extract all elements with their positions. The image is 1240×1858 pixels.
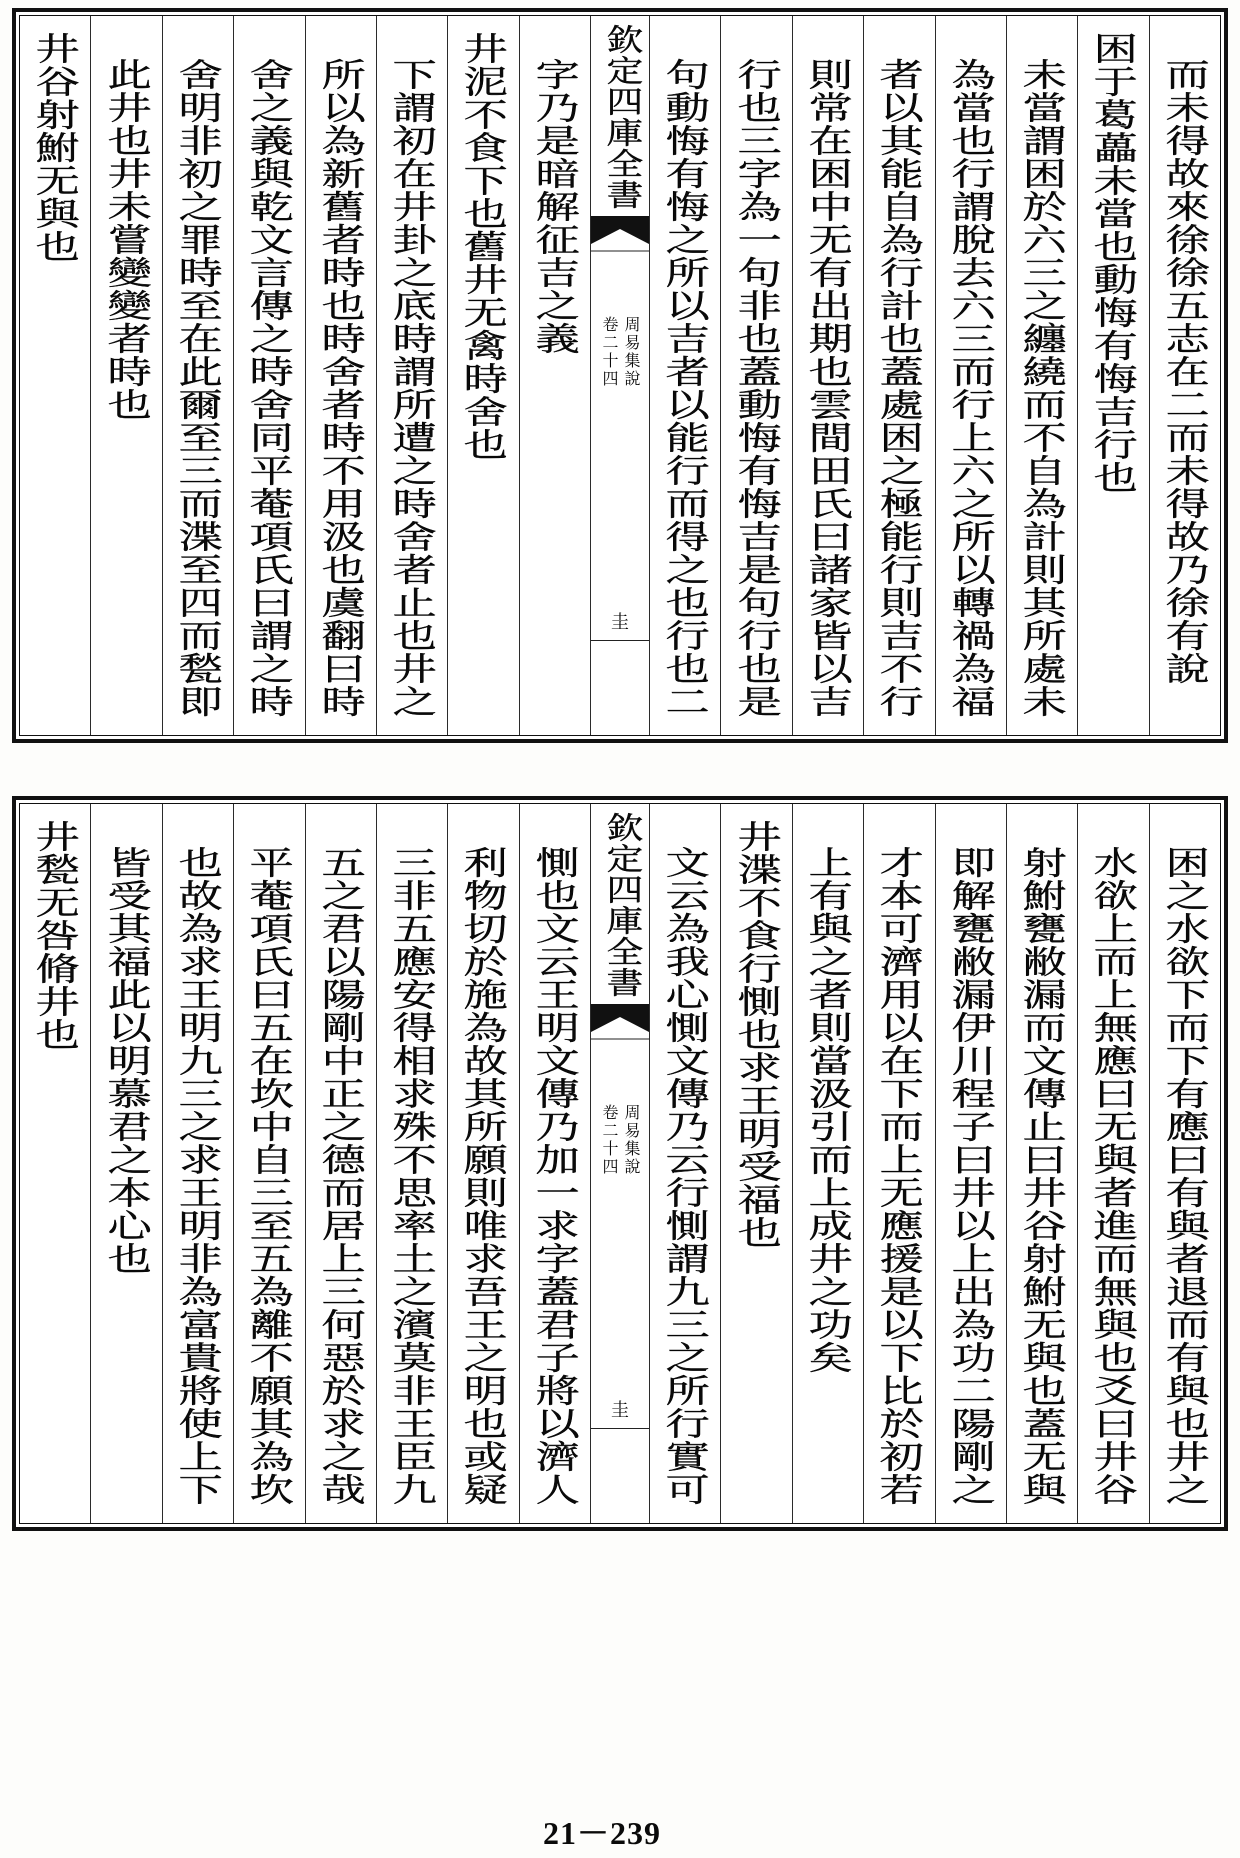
commentary-text: 而未得故來徐徐五志在二而未得故乃徐有說 xyxy=(1158,58,1212,685)
lower-text-block xyxy=(19,803,1221,1524)
text-column xyxy=(863,16,934,735)
leaf-number: 圭 xyxy=(591,612,649,641)
page-number: 21－239 xyxy=(542,1815,661,1851)
text-column xyxy=(1006,804,1077,1523)
text-column xyxy=(233,804,304,1523)
text-column xyxy=(447,16,518,735)
text-column xyxy=(649,804,720,1523)
text-column xyxy=(376,804,447,1523)
commentary-text: 舍之義與乾文言傳之時舍同平菴項氏曰謂之時 xyxy=(243,58,296,718)
commentary-text: 平菴項氏曰五在坎中自三至五為離不願其為坎 xyxy=(243,846,296,1506)
leaf-number: 圭 xyxy=(591,1400,649,1429)
commentary-text: 才本可濟用以在下而上无應援是以下比於初若 xyxy=(873,846,926,1506)
book-title: 周易集說 xyxy=(622,316,641,388)
commentary-text: 為當也行謂脫去六三而行上六之所以轉禍為福 xyxy=(944,58,997,718)
fishtail-ornament-icon xyxy=(591,1004,649,1044)
text-column xyxy=(20,804,90,1523)
commentary-text: 射鮒甕敝漏而文傳止曰井谷射鮒无與也蓋无與 xyxy=(1015,846,1069,1506)
upper-text-block xyxy=(19,15,1221,736)
commentary-text: 未當謂困於六三之纏繞而不自為計則其所處未 xyxy=(1015,58,1069,718)
collection-title: 欽定四庫全書 xyxy=(599,812,642,998)
text-column xyxy=(792,16,863,735)
commentary-text: 則常在困中无有出期也雲間田氏曰諸家皆以吉 xyxy=(801,58,855,718)
collection-title: 欽定四庫全書 xyxy=(599,24,642,210)
text-column xyxy=(1077,16,1148,735)
fold-collection-title xyxy=(591,24,649,210)
classic-text: 井谷射鮒无與也 xyxy=(28,32,82,263)
juan-number: 卷二十四 xyxy=(600,316,619,388)
center-fold xyxy=(590,804,649,1523)
commentary-text: 皆受其福此以明慕君之本心也 xyxy=(100,846,153,1275)
text-column xyxy=(233,16,304,735)
text-column xyxy=(1149,16,1220,735)
text-column xyxy=(376,16,447,735)
fold-book-info xyxy=(591,316,649,388)
upper-half-page xyxy=(12,8,1228,743)
classic-text: 井甃无咎脩井也 xyxy=(28,820,82,1051)
commentary-text: 困之水欲下而下有應曰有與者退而有與也井之 xyxy=(1158,846,1212,1506)
text-column xyxy=(519,16,590,735)
fold-collection-title xyxy=(591,812,649,998)
text-column xyxy=(305,804,376,1523)
text-column xyxy=(1077,804,1148,1523)
commentary-text: 句動悔有悔之所以吉者以能行而得之也行也二 xyxy=(658,58,712,718)
commentary-text: 上有與之者則當汲引而上成井之功矣 xyxy=(801,846,855,1374)
fishtail-ornament-icon xyxy=(591,216,649,256)
text-column xyxy=(162,804,233,1523)
book-title: 周易集說 xyxy=(622,1104,641,1176)
juan-number: 卷二十四 xyxy=(600,1104,619,1176)
text-column xyxy=(720,16,791,735)
text-column xyxy=(1006,16,1077,735)
text-column xyxy=(519,804,590,1523)
classic-text: 井渫不食行惻也求王明受福也 xyxy=(730,820,783,1249)
text-column xyxy=(720,804,791,1523)
commentary-text: 所以為新舊者時也時舍者時不用汲也虞翻曰時 xyxy=(314,58,367,718)
text-column xyxy=(649,16,720,735)
classic-text: 困于葛藟未當也動悔有悔吉行也 xyxy=(1087,32,1140,494)
commentary-text: 利物切於施為故其所願則唯求吾王之明也或疑 xyxy=(457,846,510,1506)
commentary-text: 惻也文云王明文傳乃加一求字蓋君子將以濟人 xyxy=(528,846,582,1506)
text-column xyxy=(162,16,233,735)
classic-text: 井泥不食下也舊井无禽時舍也 xyxy=(457,32,510,461)
commentary-text: 文云為我心惻文傳乃云行惻謂九三之所行實可 xyxy=(658,846,712,1506)
text-column xyxy=(447,804,518,1523)
commentary-text: 五之君以陽剛中正之德而居上三何惡於求之哉 xyxy=(314,846,367,1506)
text-column xyxy=(20,16,90,735)
fold-book-info xyxy=(591,1104,649,1176)
center-fold xyxy=(590,16,649,735)
commentary-text: 字乃是暗解征吉之義 xyxy=(528,58,582,355)
text-column xyxy=(90,804,161,1523)
commentary-text: 也故為求王明九三之求王明非為富貴將使上下 xyxy=(171,846,225,1506)
commentary-text: 水欲上而上無應曰无與者進而無與也爻曰井谷 xyxy=(1087,846,1140,1506)
commentary-text: 舍明非初之罪時至在此爾至三而渫至四而甃即 xyxy=(171,58,225,718)
text-column xyxy=(935,804,1006,1523)
lower-half-page xyxy=(12,796,1228,1531)
text-column xyxy=(863,804,934,1523)
text-column xyxy=(90,16,161,735)
commentary-text: 此井也井未嘗變變者時也 xyxy=(100,58,153,421)
commentary-text: 者以其能自為行計也蓋處困之極能行則吉不行 xyxy=(873,58,926,718)
text-column xyxy=(935,16,1006,735)
text-column xyxy=(792,804,863,1523)
text-column xyxy=(305,16,376,735)
text-column xyxy=(1149,804,1220,1523)
commentary-text: 下謂初在井卦之底時謂所遭之時舍者止也井之 xyxy=(385,58,439,718)
commentary-text: 即解甕敝漏伊川程子曰井以上出為功二陽剛之 xyxy=(944,846,997,1506)
commentary-text: 行也三字為一句非也蓋動悔有悔吉是句行也是 xyxy=(730,58,783,718)
commentary-text: 三非五應安得相求殊不思率土之濱莫非王臣九 xyxy=(385,846,439,1506)
